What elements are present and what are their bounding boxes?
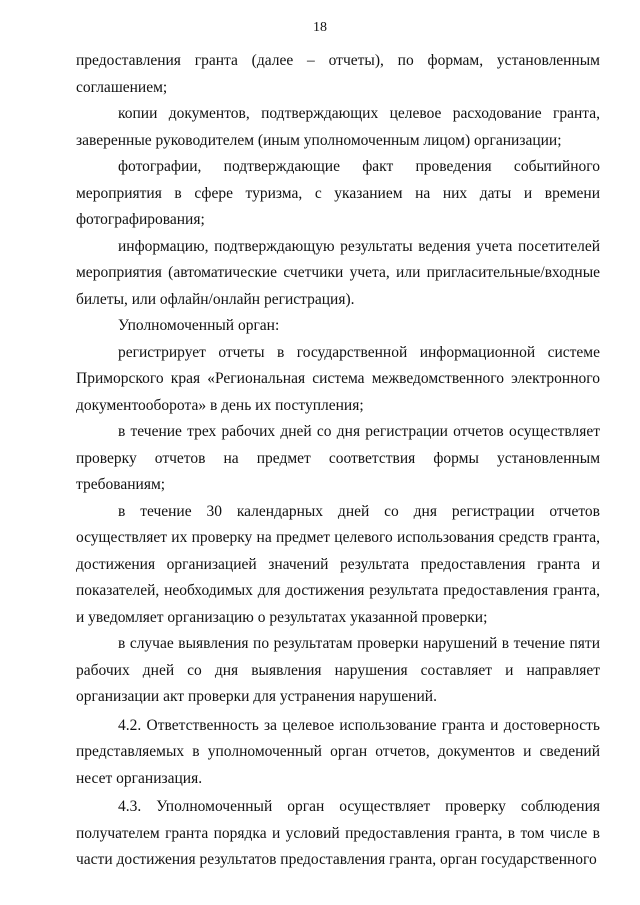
paragraph-violations: в случае выявления по результатам проверки нарушений в течение пяти рабочих дней со дня выявления нарушения составляет и направляет организации акт проверки для устранения нарушений. [76, 635, 600, 705]
paragraph-visitor-info: информацию, подтверждающую результаты ведения учета посетителей мероприятия (автоматические счетчики учета, или пригласительные/входные билеты, или офлайн/онлайн регистрация). [76, 237, 600, 308]
paragraph-registers-reports: регистрирует отчеты в государственной информационной системе Приморского края «Региональная система межведомственного электронного документооборота» в день их поступления; [76, 343, 600, 414]
paragraph-section-4-2: 4.2. Ответственность за целевое использование гранта и достоверность представляемых в уполномоченный орган отчетов, документов и сведений несет организация. [76, 716, 600, 787]
paragraph-reports-forms: предоставления гранта (далее – отчеты), по формам, установленным соглашением; [76, 52, 600, 96]
document-body [76, 48, 600, 874]
paragraph-section-4-3: 4.3. Уполномоченный орган осуществляет проверку соблюдения получателем гранта порядка и условий предоставления гранта, в том числе в части достижения результатов предоставления гранта, орган государственного [76, 798, 600, 868]
paragraph-three-day-check: в течение трех рабочих дней со дня регистрации отчетов осуществляет проверку отчетов на предмет соответствия формы установленным требованиям; [76, 423, 600, 493]
paragraph-photos: фотографии, подтверждающие факт проведения событийного мероприятия в сфере туризма, с указанием на них даты и времени фотографирования; [76, 158, 600, 228]
paragraph-thirty-day-check: в течение 30 календарных дней со дня регистрации отчетов осуществляет их проверку на предмет целевого использования средств гранта, достижения организацией значений результата предоставления гранта и показателей, необходимых для достижения результата предоставления гранта, и уведомляет организацию о результатах указанной проверки; [76, 502, 600, 626]
paragraph-authorized-body: Уполномоченный орган: [118, 317, 280, 334]
paragraph-document-copies: копии документов, подтверждающих целевое расходование гранта, заверенные руководителем (иным уполномоченным лицом) организации; [76, 105, 600, 149]
page-number: 18 [313, 20, 327, 35]
